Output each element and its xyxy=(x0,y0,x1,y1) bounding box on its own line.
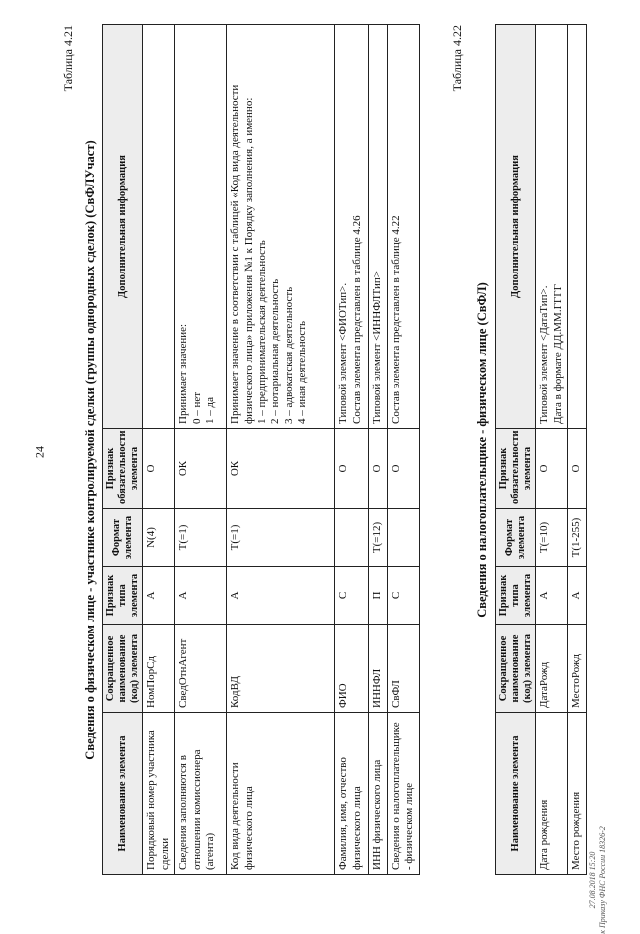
table-4-21-caption: Таблица 4.21 xyxy=(61,25,75,92)
cell-required: О xyxy=(143,429,175,509)
table-4-22-caption: Таблица 4.22 xyxy=(450,25,464,92)
cell-info: Типовой элемент <ФИОТип>. Состав элемента представлен в таблице 4.26 xyxy=(335,25,369,429)
table-4-22-title: Сведения о налогоплательщике - физическом лице (СвФЛ) xyxy=(475,282,489,618)
cell-name: Сведения о налогоплательщике - физическом лице xyxy=(387,713,419,875)
table-row xyxy=(369,25,387,875)
cell-format: T(=1) xyxy=(175,509,227,567)
document-footer xyxy=(588,826,608,934)
cell-type: С xyxy=(335,567,369,625)
cell-type: А xyxy=(568,567,586,625)
cell-name: ИНН физического лица xyxy=(369,713,387,875)
cell-info: Типовой элемент <ДатаТип>. Дата в формате ДД.ММ.ГГГГ xyxy=(536,25,568,429)
table-row xyxy=(143,25,175,875)
cell-format xyxy=(335,509,369,567)
table-header-row xyxy=(103,25,143,875)
header-element-format: Формат элемента xyxy=(103,509,143,567)
cell-name: Сведения заполняются в отношении комиссионера (агента) xyxy=(175,713,227,875)
cell-type: А xyxy=(227,567,335,625)
cell-info: Состав элемента представлен в таблице 4.22 xyxy=(387,25,419,429)
table-4-22 xyxy=(495,24,587,875)
cell-format: T(=12) xyxy=(369,509,387,567)
footer-timestamp: 27.08.2018 15:20 xyxy=(588,851,597,909)
header-element-code: Сокращенное наименование (код) элемента xyxy=(496,625,536,713)
cell-code: ДатаРожд xyxy=(536,625,568,713)
cell-info: Принимает значение в соответствии с таблицей «Код вида деятельности физического лица» приложения №1 к Порядку заполнения, а именно: 1 – предпринимательская деятельность 2 – нотариальная деятельность 3 – адвокатская деятельность 4 – иная деятельность xyxy=(227,25,335,429)
cell-info: Типовой элемент <ИННФЛТип> xyxy=(369,25,387,429)
cell-format: T(1-255) xyxy=(568,509,586,567)
header-additional-info: Дополнительная информация xyxy=(496,25,536,429)
cell-type: А xyxy=(175,567,227,625)
table-row xyxy=(568,25,586,875)
cell-required: ОК xyxy=(175,429,227,509)
cell-type: А xyxy=(143,567,175,625)
table-header-row xyxy=(496,25,536,875)
cell-type: А xyxy=(536,567,568,625)
cell-code: ФИО xyxy=(335,625,369,713)
cell-code: ИННФЛ xyxy=(369,625,387,713)
cell-type: П xyxy=(369,567,387,625)
header-additional-info: Дополнительная информация xyxy=(103,25,143,429)
table-row xyxy=(335,25,369,875)
cell-code: МестоРожд xyxy=(568,625,586,713)
cell-code: СвФЛ xyxy=(387,625,419,713)
header-element-code: Сокращенное наименование (код) элемента xyxy=(103,625,143,713)
cell-required: О xyxy=(369,429,387,509)
cell-name: Фамилия, имя, отчество физического лица xyxy=(335,713,369,875)
cell-format: T(=1) xyxy=(227,509,335,567)
header-element-type: Признак типа элемента xyxy=(496,567,536,625)
cell-required: ОК xyxy=(227,429,335,509)
table-4-21 xyxy=(102,24,420,875)
cell-required: О xyxy=(387,429,419,509)
header-element-name: Наименование элемента xyxy=(496,713,536,875)
cell-required: О xyxy=(335,429,369,509)
header-element-required: Признак обязательности элемента xyxy=(103,429,143,509)
cell-required: О xyxy=(568,429,586,509)
cell-code: КодВД xyxy=(227,625,335,713)
cell-code: НомПорСд xyxy=(143,625,175,713)
table-4-21-title: Сведения о физическом лице - участнике контролируемой сделки (группы однородных сделок) (СвФЛУчаст) xyxy=(83,140,97,760)
cell-format: N(4) xyxy=(143,509,175,567)
cell-code: СведОтнАгент xyxy=(175,625,227,713)
cell-name: Порядковый номер участника сделки xyxy=(143,713,175,875)
cell-name: Код вида деятельности физического лица xyxy=(227,713,335,875)
cell-name: Дата рождения xyxy=(536,713,568,875)
cell-info xyxy=(568,25,586,429)
cell-format: T(=10) xyxy=(536,509,568,567)
cell-required: О xyxy=(536,429,568,509)
cell-type: С xyxy=(387,567,419,625)
header-element-format: Формат элемента xyxy=(496,509,536,567)
header-element-required: Признак обязательности элемента xyxy=(496,429,536,509)
cell-info xyxy=(143,25,175,429)
table-row xyxy=(536,25,568,875)
cell-name: Место рождения xyxy=(568,713,586,875)
table-row xyxy=(175,25,227,875)
header-element-type: Признак типа элемента xyxy=(103,567,143,625)
header-element-name: Наименование элемента xyxy=(103,713,143,875)
cell-info: Принимает значение: 0 – нет 1 – да xyxy=(175,25,227,429)
table-row xyxy=(227,25,335,875)
footer-reference: к Приказу ФНС России 18326-2 xyxy=(598,826,607,934)
table-row xyxy=(387,25,419,875)
rotated-page-content xyxy=(55,25,615,875)
page-number: 24 xyxy=(32,446,47,458)
cell-format xyxy=(387,509,419,567)
